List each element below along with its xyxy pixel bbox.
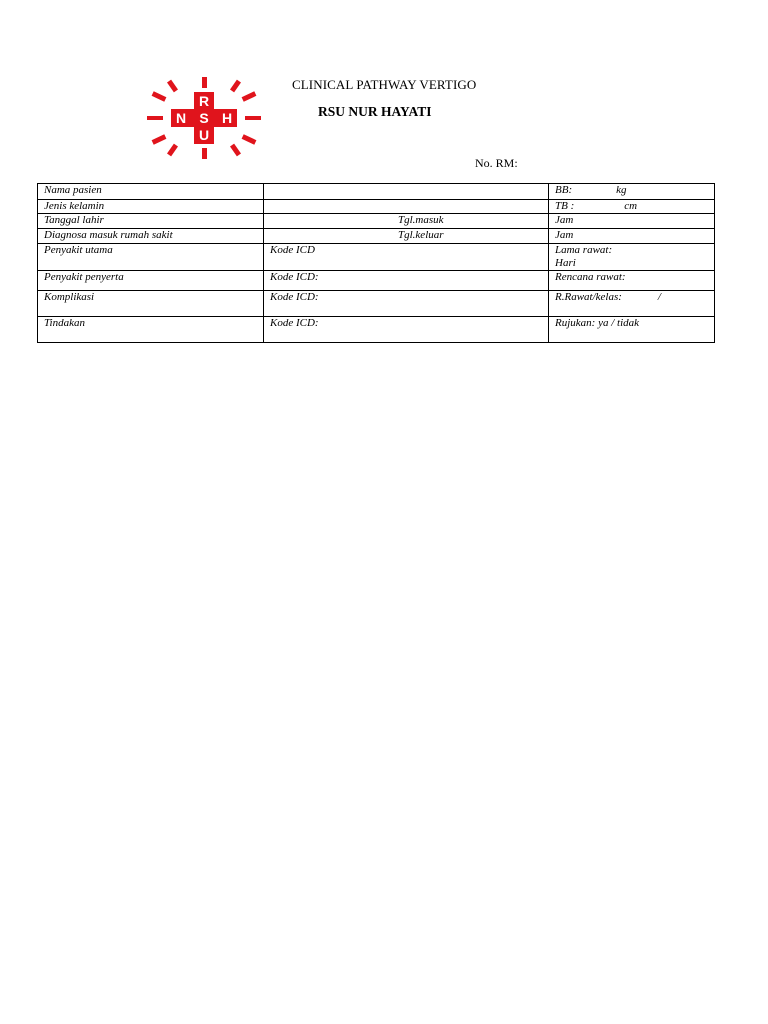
gender-label: Jenis kelamin [38,200,264,214]
logo-letter-r: R [198,93,210,109]
admission-date-label: Tgl.masuk [398,214,444,226]
planned-stay-field[interactable]: Rencana rawat: [549,271,715,291]
patient-info-table [37,183,715,343]
height-unit: cm [624,200,638,212]
table-row [38,317,715,343]
procedure-label: Tindakan [38,317,264,343]
logo-letter-h: H [221,110,233,126]
table-row [38,200,715,214]
table-row [38,244,715,271]
weight-field[interactable] [549,184,715,200]
document-title: CLINICAL PATHWAY VERTIGO [292,77,477,92]
main-disease-icd-field[interactable]: Kode ICD [264,244,549,271]
discharge-time-field[interactable]: Jam [549,229,715,244]
table-row [38,291,715,317]
ward-class-label: R.Rawat/kelas: [555,291,622,303]
length-of-stay-label: Lama rawat: [555,244,613,256]
referral-field[interactable]: Rujukan: ya / tidak [549,317,715,343]
logo-letter-u: U [198,127,210,143]
table-row [38,271,715,291]
patient-name-label: Nama pasien [38,184,264,200]
procedure-icd-field[interactable]: Kode ICD: [264,317,549,343]
discharge-date-label: Tgl.keluar [398,229,444,241]
gender-field[interactable] [264,200,549,214]
complication-label: Komplikasi [38,291,264,317]
discharge-date-field[interactable] [264,229,549,244]
medical-record-number-label: No. RM: [475,156,518,170]
table-row [38,214,715,229]
height-field[interactable] [549,200,715,214]
hospital-name: RSU NUR HAYATI [318,104,432,119]
comorbidity-label: Penyakit penyerta [38,271,264,291]
admission-date-field[interactable] [264,214,549,229]
table-row [38,229,715,244]
main-disease-label: Penyakit utama [38,244,264,271]
comorbidity-icd-field[interactable]: Kode ICD: [264,271,549,291]
table-row [38,184,715,200]
complication-icd-field[interactable]: Kode ICD: [264,291,549,317]
logo-letter-s: S [199,110,209,126]
logo-letter-n: N [175,110,187,126]
weight-unit: kg [616,184,627,196]
length-of-stay-unit: Hari [555,257,576,269]
birth-date-label: Tanggal lahir [38,214,264,229]
admission-time-field[interactable]: Jam [549,214,715,229]
ward-class-field[interactable] [549,291,715,317]
weight-label: BB: [555,184,573,196]
ward-class-separator: / [657,291,661,303]
hospital-logo [146,76,262,162]
length-of-stay-field[interactable] [549,244,715,271]
admission-diagnosis-label: Diagnosa masuk rumah sakit [38,229,264,244]
height-label: TB : [555,200,575,212]
patient-name-field[interactable] [264,184,549,200]
